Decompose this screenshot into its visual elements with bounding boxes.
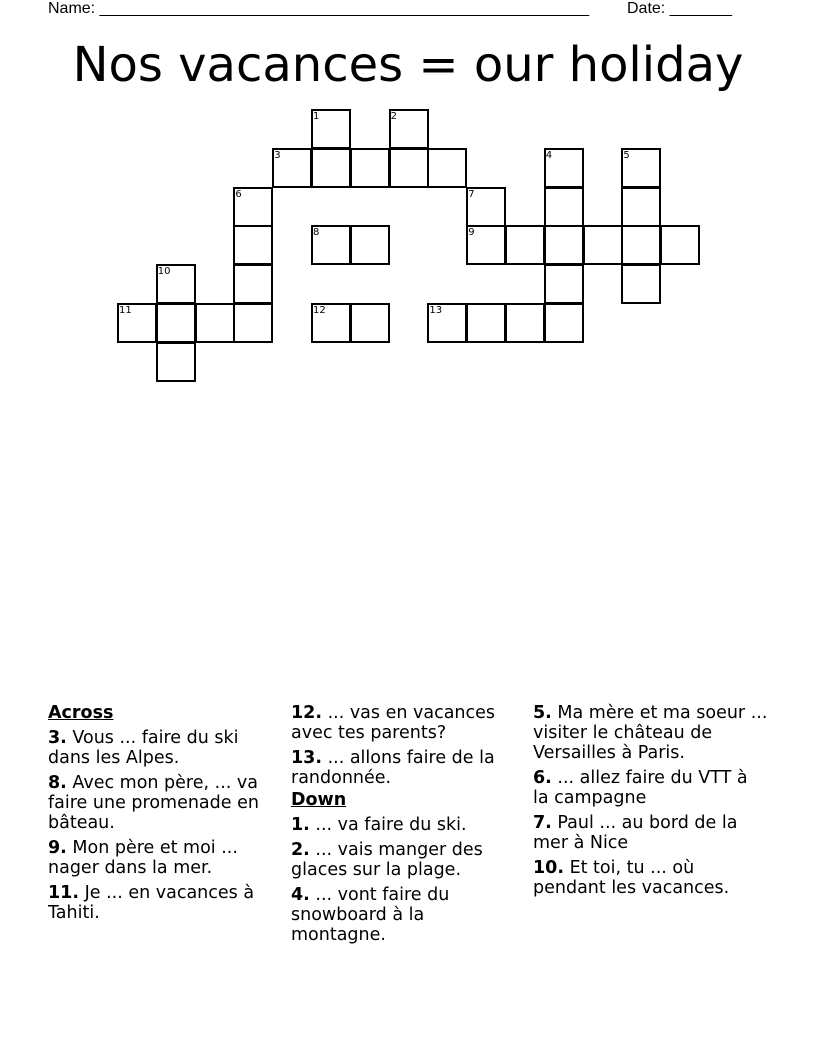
clue-across-8 xyxy=(48,773,280,833)
clue-across-3 xyxy=(48,728,280,768)
crossword-cell[interactable] xyxy=(156,342,196,382)
clue-across-12 xyxy=(291,703,523,743)
clue-text: ... vais manger des glaces sur la plage. xyxy=(291,840,483,880)
clue-number: 8. xyxy=(48,773,67,793)
crossword-cell[interactable] xyxy=(389,148,429,188)
clue-down-5 xyxy=(533,703,768,763)
crossword-cell[interactable] xyxy=(272,148,312,188)
clue-number: 5. xyxy=(533,703,552,723)
crossword-grid xyxy=(0,0,816,400)
crossword-cell[interactable] xyxy=(156,303,196,343)
crossword-clue-number: 13 xyxy=(429,305,443,316)
page-title: Nos vacances = our holiday xyxy=(72,37,744,93)
clue-number: 10. xyxy=(533,858,565,878)
crossword-clue-number: 6 xyxy=(235,188,242,200)
date-field-label: Date: _______ xyxy=(627,0,732,17)
crossword-cell[interactable] xyxy=(544,264,584,304)
clue-number: 9. xyxy=(48,838,67,858)
crossword-cell[interactable] xyxy=(621,264,661,304)
clue-down-1 xyxy=(291,815,523,835)
name-field-label: Name: _______________________________________________________ xyxy=(48,0,589,17)
clue-across-13 xyxy=(291,748,523,788)
crossword-cell[interactable] xyxy=(233,264,273,304)
crossword-cell[interactable] xyxy=(544,225,584,265)
crossword-cell[interactable] xyxy=(117,303,157,343)
clues-column-1 xyxy=(48,703,280,928)
crossword-cell[interactable] xyxy=(233,187,273,227)
clue-text: Ma mère et ma soeur ... visiter le château de Versailles à Paris. xyxy=(533,703,768,763)
crossword-cell[interactable] xyxy=(466,225,506,265)
clues-column-2 xyxy=(291,703,523,950)
crossword-clue-number: 11 xyxy=(119,305,132,316)
clue-text: ... vont faire du snowboard à la montagne. xyxy=(291,885,450,945)
clue-number: 1. xyxy=(291,815,310,835)
clue-text: Et toi, tu ... où pendant les vacances. xyxy=(533,858,730,898)
crossword-clue-number: 8 xyxy=(313,227,320,239)
clue-text: Paul ... au bord de la mer à Nice xyxy=(533,813,738,853)
crossword-clue-number: 10 xyxy=(157,266,171,278)
clue-across-11 xyxy=(48,883,280,923)
crossword-cell[interactable] xyxy=(311,303,351,343)
clue-text: ... allez faire du VTT à la campagne xyxy=(533,768,748,808)
clue-text: Je ... en vacances à Tahiti. xyxy=(48,883,255,923)
crossword-cell[interactable] xyxy=(195,303,235,343)
clue-text: ... va faire du ski. xyxy=(309,815,467,835)
crossword-cell[interactable] xyxy=(350,303,390,343)
crossword-clue-number: 4 xyxy=(545,149,553,161)
crossword-clue-number: 3 xyxy=(274,149,281,161)
crossword-cell[interactable] xyxy=(233,225,273,265)
clue-down-6 xyxy=(533,768,768,808)
clue-number: 2. xyxy=(291,840,310,860)
clue-text: Vous ... faire du ski dans les Alpes. xyxy=(48,728,239,768)
crossword-cell[interactable] xyxy=(427,303,467,343)
crossword-cell[interactable] xyxy=(350,225,390,265)
down-heading: Down xyxy=(291,790,347,810)
crossword-cell[interactable] xyxy=(505,225,545,265)
clue-down-2 xyxy=(291,840,523,880)
crossword-cell[interactable] xyxy=(583,225,623,265)
crossword-cell[interactable] xyxy=(466,303,506,343)
clue-across-9 xyxy=(48,838,280,878)
crossword-cell[interactable] xyxy=(621,148,661,188)
clue-number: 7. xyxy=(533,813,552,833)
crossword-cell[interactable] xyxy=(544,303,584,343)
clue-down-10 xyxy=(533,858,768,898)
crossword-clue-number: 1 xyxy=(313,111,320,122)
clue-text: Mon père et moi ... nager dans la mer. xyxy=(48,838,238,878)
crossword-cell[interactable] xyxy=(505,303,545,343)
clue-down-4 xyxy=(291,885,523,945)
clue-text: Avec mon père, ... va faire une promenade en bâteau. xyxy=(48,773,259,833)
crossword-cell[interactable] xyxy=(311,109,351,149)
crossword-clue-number: 12 xyxy=(313,305,326,316)
across-heading: Across xyxy=(48,703,114,723)
crossword-clue-number: 7 xyxy=(468,188,475,200)
clue-number: 13. xyxy=(291,748,323,768)
crossword-clue-number: 9 xyxy=(468,227,475,239)
crossword-cell[interactable] xyxy=(621,187,661,227)
crossword-cell[interactable] xyxy=(311,148,351,188)
crossword-cell[interactable] xyxy=(311,225,351,265)
crossword-cell[interactable] xyxy=(660,225,700,265)
crossword-cell[interactable] xyxy=(544,148,584,188)
crossword-cell[interactable] xyxy=(233,303,273,343)
clue-number: 12. xyxy=(291,703,323,723)
clue-down-7 xyxy=(533,813,768,853)
clue-text: ... vas en vacances avec tes parents? xyxy=(291,703,496,743)
crossword-cell[interactable] xyxy=(350,148,390,188)
crossword-clue-number: 2 xyxy=(390,111,397,122)
clue-number: 11. xyxy=(48,883,80,903)
crossword-cell[interactable] xyxy=(544,187,584,227)
crossword-cell[interactable] xyxy=(427,148,467,188)
crossword-clue-number: 5 xyxy=(623,149,630,161)
clue-number: 3. xyxy=(48,728,67,748)
clues-column-3 xyxy=(533,703,768,903)
crossword-cell[interactable] xyxy=(156,264,196,304)
clue-text: ... allons faire de la randonnée. xyxy=(291,748,495,788)
crossword-cell[interactable] xyxy=(389,109,429,149)
clue-number: 4. xyxy=(291,885,310,905)
crossword-cell[interactable] xyxy=(621,225,661,265)
crossword-cell[interactable] xyxy=(466,187,506,227)
clue-number: 6. xyxy=(533,768,552,788)
